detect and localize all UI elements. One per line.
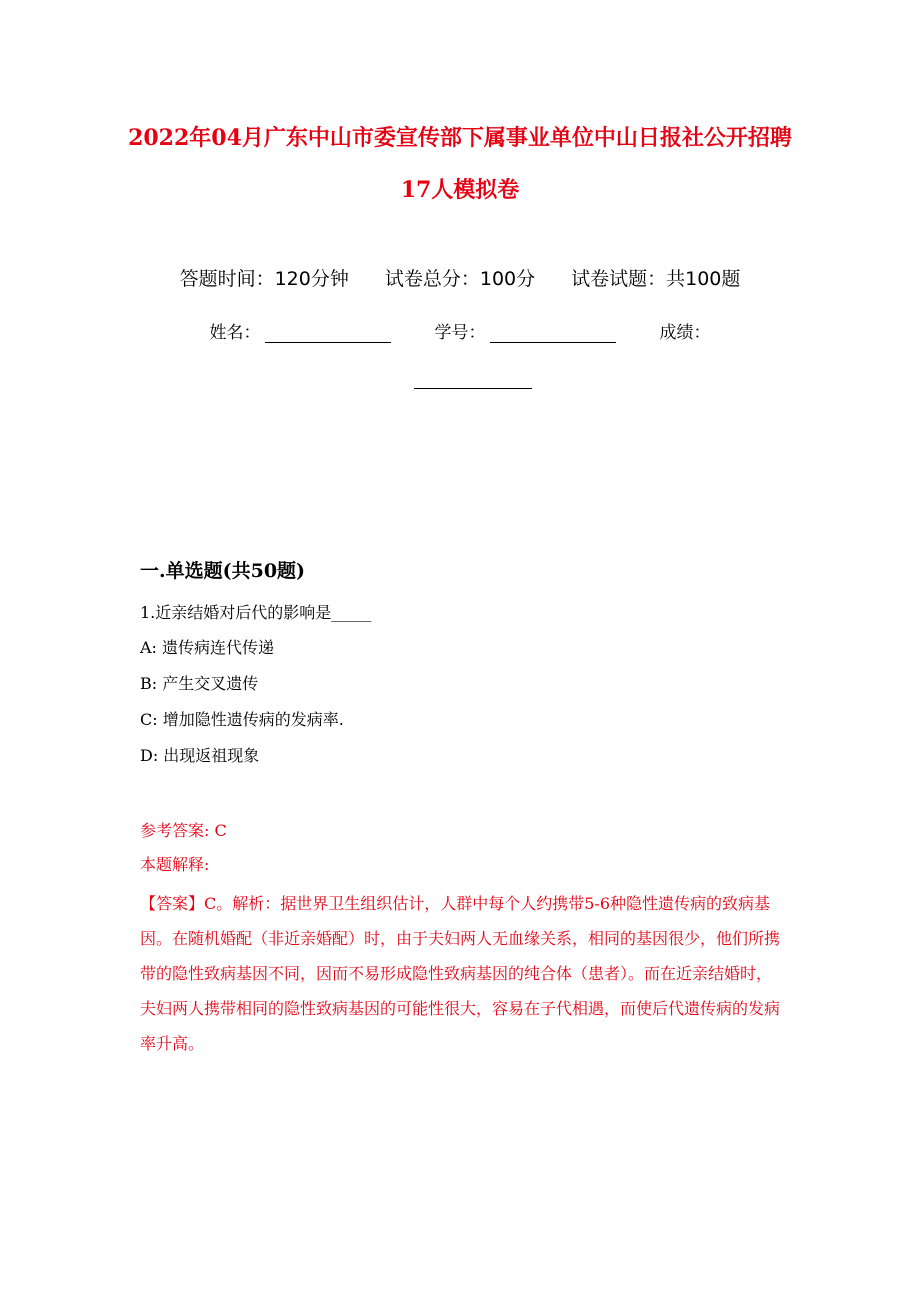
- id-field: [435, 318, 616, 343]
- grade-label: 成绩：: [659, 323, 711, 343]
- name-field: [210, 318, 391, 343]
- exam-total-score: 试卷总分：100分: [384, 268, 536, 290]
- name-label: 姓名：: [209, 323, 261, 343]
- option-b: B: 产生交叉遗传: [140, 674, 259, 693]
- section-title: 一.单选题(共50题): [140, 560, 306, 582]
- exam-meta: [0, 264, 920, 291]
- grade-blank: [414, 372, 532, 389]
- explanation-label: 本题解释:: [140, 855, 210, 874]
- option-d: D: 出现返祖现象: [140, 746, 260, 765]
- id-blank: [490, 322, 616, 343]
- exam-question-count: 试卷试题：共100题: [571, 268, 741, 290]
- grade-field: [660, 318, 711, 343]
- question-options: [140, 636, 344, 780]
- name-blank: [265, 322, 391, 343]
- explanation-text: 【答案】C。解析：据世界卫生组织估计，人群中每个人约携带5-6种隐性遗传病的致病基因。在随机婚配（非近亲婚配）时，由于夫妇两人无血缘关系，相同的基因很少，他们所携带的隐性致病基因不同，因而不易形成隐性致病基因的纯合体（患者）。而在近亲结婚时，夫妇两人携带相同的隐性致病基因的可能性很大，容易在子代相遇，而使后代遗传病的发病率升高。: [140, 894, 781, 1053]
- reference-answer: 参考答案: C: [140, 821, 227, 840]
- question-text: 1.近亲结婚对后代的影响是_____: [140, 603, 372, 622]
- option-c: C: 增加隐性遗传病的发病率.: [140, 710, 344, 729]
- document-title: 2022年04月广东中山市委宣传部下属事业单位中山日报社公开招聘17人模拟卷: [128, 125, 792, 203]
- student-fields: [0, 318, 920, 343]
- exam-time: 答题时间：120分钟: [179, 268, 349, 290]
- id-label: 学号：: [434, 323, 486, 343]
- option-a: A: 遗传病连代传递: [140, 638, 275, 657]
